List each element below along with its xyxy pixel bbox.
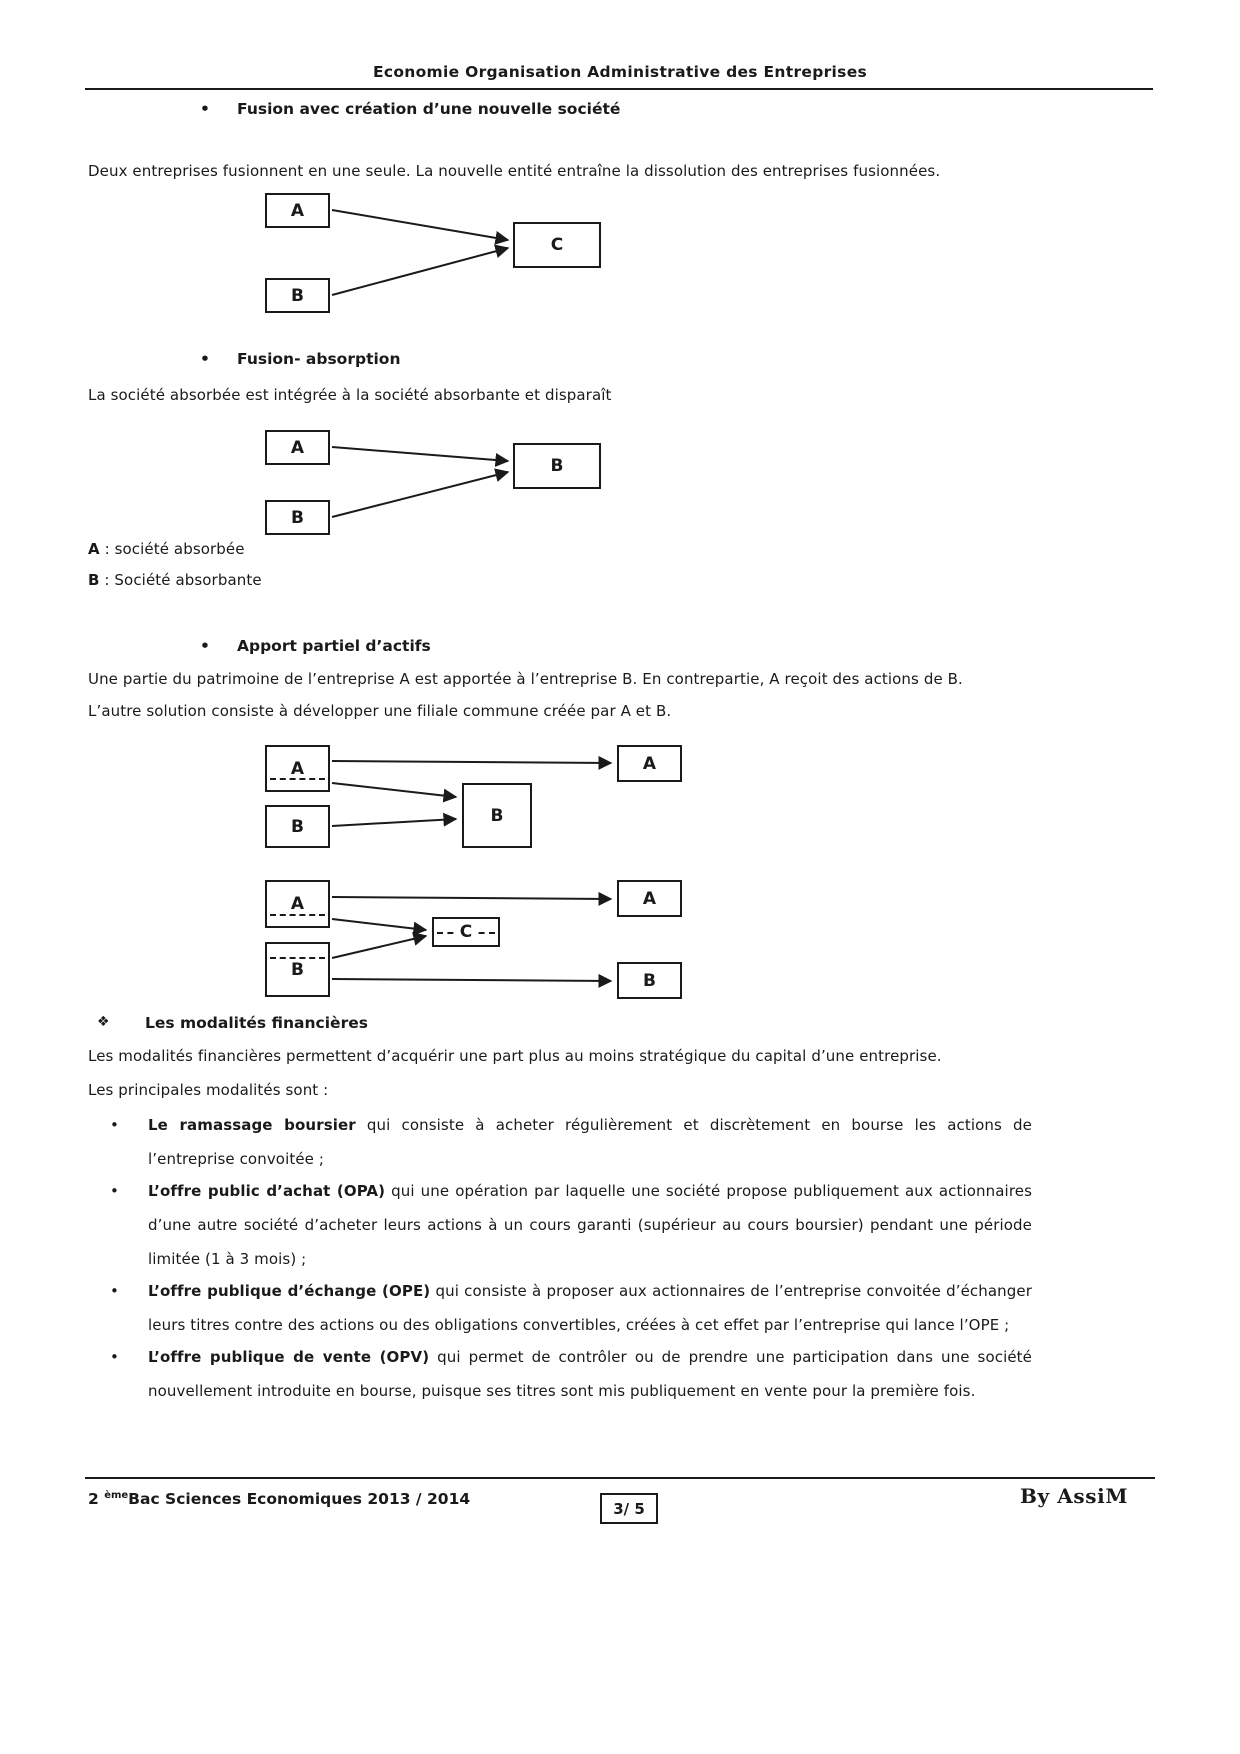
box-label: B (291, 507, 304, 528)
legend-line-a (88, 539, 245, 561)
bullet-icon: • (200, 637, 210, 655)
diagram-box-a-result (617, 745, 682, 782)
bullet-icon: • (110, 1348, 119, 1366)
diagram-box-b-receiving (462, 783, 532, 848)
partial-assets-dashed-divider (270, 957, 325, 959)
modalite-text (148, 1174, 1032, 1276)
diagram-box-absorbed-a (265, 430, 330, 465)
footer-class-prefix: 2 (88, 1490, 105, 1509)
modalite-lead: L’offre public d’achat (OPA) (148, 1182, 386, 1200)
fusion-creation-diagram (0, 190, 1240, 325)
author-credit: By AssiM (1020, 1484, 1129, 1508)
box-label: A (290, 437, 305, 458)
legend-definition-a: : société absorbée (99, 540, 245, 558)
section-fusion-absorption-heading (200, 350, 400, 368)
box-label: A (290, 200, 305, 221)
box-label: A (642, 888, 657, 909)
apport-partiel-diagram-top (0, 740, 1240, 855)
diagram-box-absorbing-b (265, 500, 330, 535)
partial-assets-dashed-divider (270, 778, 325, 780)
merge-arrows-graphic (0, 190, 1240, 325)
document-title: Economie Organisation Administrative des Entreprises (372, 63, 868, 81)
section-modalites-heading (97, 1014, 368, 1032)
legend-line-b (88, 570, 262, 592)
diagram-box-company-b (265, 278, 330, 313)
page-number: 3/ 5 (613, 1499, 645, 1518)
modalite-item-opa (110, 1174, 1032, 1276)
apport-description-1: Une partie du patrimoine de l’entreprise A est apportée à l’entreprise B. En contrepartie, A reçoit des actions de B. (88, 670, 963, 688)
diagram-box-joint-subsidiary-c (432, 917, 500, 947)
bullet-icon: • (200, 350, 210, 368)
modalite-lead: Le ramassage boursier (148, 1116, 356, 1134)
partial-assets-dashed-divider (270, 914, 325, 916)
modalite-item-ope (110, 1274, 1032, 1342)
fusion-creation-description: Deux entreprises fusionnent en une seule. La nouvelle entité entraîne la dissolution des entreprises fusionnées. (88, 162, 941, 180)
footer-class-superscript: ème (104, 1490, 129, 1501)
box-label: C (456, 922, 476, 942)
box-label: B (291, 285, 304, 306)
bullet-icon: • (110, 1282, 119, 1300)
section-title-modalites: Les modalités financières (145, 1014, 368, 1032)
apport-partiel-diagram-bottom (0, 875, 1240, 1007)
bullet-icon: • (200, 100, 210, 118)
box-label: B (291, 816, 304, 837)
diagram-box-result-b (513, 443, 601, 489)
legend-definition-b: : Société absorbante (99, 571, 262, 589)
diagram-box-a-contributor (265, 880, 330, 928)
box-label: A (290, 894, 305, 914)
section-apport-partiel-heading (200, 637, 431, 655)
modalite-body: qui une opération par laquelle une société propose publiquement aux actionnaires d’une autre société d’acheter leurs actions à un cours garanti (supérieur au cours boursier) pendant une période limitée (1 à 3 mois) ; (148, 1182, 1032, 1268)
modalite-body: qui permet de contrôler ou de prendre une participation dans une société nouvellement introduite en bourse, puisque ses titres sont mis publiquement en vente pour la première fois. (148, 1348, 1032, 1400)
footer-divider (85, 1477, 1155, 1479)
footer-class-label (88, 1490, 470, 1508)
bullet-icon: • (110, 1116, 119, 1134)
modalite-text (148, 1274, 1032, 1342)
legend-term-a: A (88, 540, 100, 558)
modalites-intro-1: Les modalités financières permettent d’acquérir une part plus au moins stratégique du capital d’une entreprise. (88, 1047, 942, 1065)
box-label: B (490, 805, 504, 826)
box-label: B (550, 456, 564, 476)
footer-class-rest: Bac Sciences Economiques 2013 / 2014 (128, 1490, 471, 1509)
section-fusion-creation-heading (200, 100, 620, 118)
modalites-intro-2: Les principales modalités sont : (88, 1081, 329, 1099)
diagram-box-b-source (265, 805, 330, 848)
diagram-box-company-a (265, 193, 330, 228)
diamond-bullet-icon: ❖ (97, 1014, 110, 1030)
fusion-absorption-description: La société absorbée est intégrée à la société absorbante et disparaît (88, 386, 612, 404)
modalite-body: qui consiste à acheter régulièrement et discrètement en bourse les actions de l’entreprise convoitée ; (148, 1116, 1033, 1168)
box-label: A (290, 758, 305, 779)
fusion-absorption-diagram (0, 428, 1240, 543)
diagram-box-new-company-c (513, 222, 601, 268)
legend-term-b: B (88, 571, 100, 589)
box-label: B (643, 970, 656, 991)
modalite-text (148, 1340, 1032, 1408)
box-label: C (550, 235, 564, 255)
diagram-box-b-after (617, 962, 682, 999)
header-divider (85, 88, 1153, 90)
absorption-arrows-graphic (0, 428, 1240, 543)
modalite-body: qui consiste à proposer aux actionnaires de l’entreprise convoitée d’échanger leurs titres contre des actions ou des obligations convertibles, créées à cet effet par l’entreprise qui lance l’OPE ; (148, 1282, 1032, 1334)
apport-description-2: L’autre solution consiste à développer une filiale commune créée par A et B. (88, 702, 672, 720)
modalite-text (148, 1108, 1032, 1176)
diagram-box-b-contributor (265, 942, 330, 997)
bullet-icon: • (110, 1182, 119, 1200)
section-title-apport-partiel: Apport partiel d’actifs (237, 637, 431, 655)
box-label: B (291, 959, 304, 980)
modalite-item-opv (110, 1340, 1032, 1408)
page-number-box (600, 1493, 658, 1524)
modalite-lead: L’offre publique de vente (OPV) (148, 1348, 430, 1366)
modalite-lead: L’offre publique d’échange (OPE) (148, 1282, 431, 1300)
diagram-box-a-with-partial-assets (265, 745, 330, 792)
section-title-fusion-creation: Fusion avec création d’une nouvelle société (237, 100, 621, 118)
section-title-fusion-absorption: Fusion- absorption (237, 350, 401, 368)
modalite-item-ramassage-boursier (110, 1108, 1032, 1176)
box-label: A (642, 753, 657, 774)
diagram-box-a-after (617, 880, 682, 917)
